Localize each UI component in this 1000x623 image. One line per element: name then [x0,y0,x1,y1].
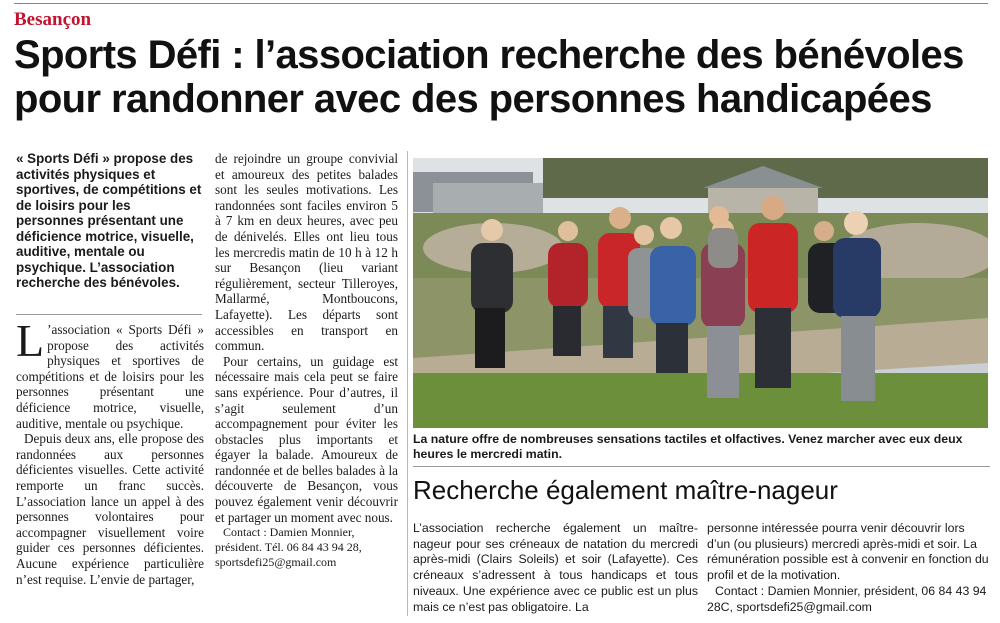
top-rule [14,3,988,4]
section-label: Besançon [14,9,92,30]
paragraph [16,315,204,431]
paragraph: Pour certains, un guidage est nécessaire mais cela peut se faire sans expérience. Pour d’autres, il s’agit seulement d’un accompagnement pour éviter les obstacles plus importants et égayer la balade. Amoureux de randonnée et de belles balades à la découverte de Besançon, vous pouvez également venir découvrir et partager un moment avec nous. [215,353,398,525]
paragraph: de rejoindre un groupe convivial et amoureux des petites balades sont les seules motivations. Les randonnées sont faciles environ 5 à 7 km en deux heures, avec peu de dénivelés. Elles ont lieu tous les mercredis matin de 10 h à 12 h sur Besançon (lieu variant régulièrement, secteur Tilleroyes, Mallarmé, Montboucons, Lafayette). Les départs sont accessibles en transport en commun. [215,151,398,354]
headline-line-1: Sports Défi : l’association recherche des bénévoles [14,33,964,77]
column-divider [407,151,408,616]
paragraph-text: ’association « Sports Défi » propose des activités physiques et sportives de compétitions et de loisirs pour les personnes présentant une déficience motrice, visuelle, auditive, mentale ou psychique. [16,322,204,431]
article-column-2 [215,151,398,570]
headline [14,33,989,121]
article-column-1 [16,315,204,587]
headline-line-2: pour randonner avec des personnes handicapées [14,77,932,121]
contact-info: Contact : Damien Monnier, président. Tél. 06 84 43 94 28, sportsdefi25@gmail.com [215,525,362,570]
paragraph: Depuis deux ans, elle propose des randonnées aux personnes déficientes visuelles. Cette activité remporte un franc succès. L’association lance un appel à des personnes volontaires pour accompagner visuellement voire guider ces personnes déficientes. Aucune expérience particulière n’est requise. L’envie de partager, [16,431,204,587]
chapeau-text: « Sports Défi » propose des activités physiques et sportives, de compétitions et de loisirs pour les personnes présentant une déficience motrice, visuelle, auditive, mentale ou psychique. L’association recherche des bénévoles. [16,151,202,290]
paragraph: personne intéressée pourra venir découvrir lors d’un (ou plusieurs) mercredi après-midi et soir. La rémunération possible est à convenir en fonction du profil et de la motivation. [707,521,989,583]
paragraph: L’association recherche également un maître-nageur pour ses créneaux de natation du mercredi après-midi (Clairs Soleils) et soir (Lafayette). Ces créneaux s’adressent à tous handicaps et tous niveaux. Une expérience avec ce public est un plus mais ce n’est pas obligatoire. La [413,521,698,614]
contact-info: Contact : Damien Monnier, président, 06 84 43 94 28C, sportsdefi25@gmail.com [707,583,987,614]
article-column-4 [707,521,991,615]
group-photo [413,158,988,428]
photo-caption: La nature offre de nombreuses sensations tactiles et olfactives. Venez marcher avec eux deux heures le mercredi matin. [413,432,963,461]
article-column-3 [413,521,698,615]
caption-rule [413,466,990,467]
drop-cap: L [16,315,45,366]
chapeau [16,151,202,291]
subheading: Recherche également maître-nageur [413,475,838,505]
